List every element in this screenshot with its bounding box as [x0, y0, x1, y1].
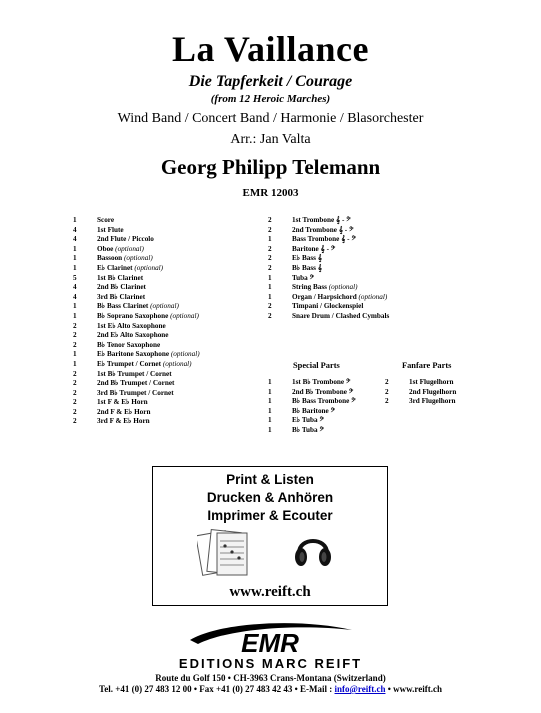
part-row	[268, 274, 389, 284]
part-name: B♭ Baritone 𝄢	[292, 406, 336, 415]
special-parts-heading: Special Parts	[293, 361, 340, 370]
part-name: String Bass	[292, 283, 327, 292]
part-row	[73, 370, 200, 380]
part-row	[73, 274, 200, 284]
part-row	[268, 226, 389, 236]
part-row	[73, 293, 200, 303]
part-quantity: 2	[268, 216, 272, 224]
part-row	[385, 378, 456, 388]
part-name: Oboe	[97, 244, 114, 253]
part-row	[73, 312, 200, 322]
part-name: Score	[97, 216, 115, 224]
part-name: 1st Flute	[97, 225, 124, 234]
part-quantity: 2	[268, 225, 272, 234]
part-row	[385, 388, 456, 398]
part-quantity: 1	[73, 254, 77, 263]
subtitle: Die Tapferkeit / Courage	[188, 73, 353, 90]
promo-line-2: Drucken & Anhören	[206, 490, 334, 505]
part-row	[268, 416, 356, 426]
part-note: (optional)	[328, 283, 358, 292]
part-name: E♭ Bass 𝄞	[292, 254, 323, 263]
part-row	[268, 388, 356, 398]
part-row	[268, 426, 356, 436]
logo-text: EMR	[241, 628, 299, 656]
print-listen-box	[152, 466, 388, 606]
promo-line-1: Print & Listen	[226, 472, 314, 487]
part-name: 1st E♭ Alto Saxophone	[97, 321, 166, 330]
part-row	[73, 235, 200, 245]
promo-url[interactable]: www.reift.ch	[229, 584, 311, 600]
part-name: Snare Drum / Clashed Cymbals	[292, 311, 390, 320]
part-quantity: 4	[73, 225, 77, 234]
part-quantity: 1	[268, 416, 272, 425]
part-name: 2nd B♭ Clarinet	[97, 283, 146, 292]
part-quantity: 1	[268, 425, 272, 434]
part-row	[268, 216, 389, 226]
part-name: B♭ Bass Clarinet	[97, 302, 149, 311]
parts-list-left	[73, 216, 200, 427]
part-quantity: 1	[268, 406, 272, 415]
part-row	[73, 389, 200, 399]
part-row	[73, 331, 200, 341]
part-name: 3rd B♭ Trumpet / Cornet	[97, 388, 174, 397]
part-row	[268, 293, 389, 303]
part-name: Organ / Harpsichord	[292, 292, 357, 301]
part-quantity: 1	[73, 311, 77, 320]
part-name: E♭ Clarinet	[97, 263, 133, 272]
part-quantity: 5	[73, 273, 77, 282]
fanfare-parts-heading: Fanfare Parts	[402, 361, 452, 370]
publisher-address: Route du Golf 150 • CH-3963 Crans-Montana (Switzerland)	[155, 673, 386, 683]
page-title: La Vaillance	[171, 29, 370, 69]
part-quantity: 4	[73, 235, 77, 244]
part-quantity: 2	[268, 302, 272, 311]
part-row	[268, 407, 356, 417]
part-row	[73, 360, 200, 370]
part-row	[73, 302, 200, 312]
part-row	[73, 245, 200, 255]
part-row	[73, 264, 200, 274]
special-parts-list	[268, 378, 356, 436]
email-link[interactable]: info@reift.ch	[334, 684, 386, 694]
part-quantity: 2	[73, 398, 77, 407]
part-name: 3rd F & E♭ Horn	[97, 417, 150, 426]
promo-line-3: Imprimer & Ecouter	[207, 508, 333, 523]
part-name: Tuba 𝄢	[292, 273, 315, 282]
part-name: 2nd Flugelhorn	[409, 387, 457, 396]
part-name: E♭ Tuba 𝄢	[292, 416, 324, 425]
part-name: 2nd F & E♭ Horn	[97, 407, 151, 416]
parts-list-right	[268, 216, 389, 322]
part-name: Bassoon	[97, 254, 123, 263]
part-row	[268, 235, 389, 245]
part-row	[268, 245, 389, 255]
part-quantity: 1	[268, 397, 272, 406]
part-note: (optional)	[150, 302, 179, 311]
part-note: (optional)	[123, 254, 153, 263]
part-quantity: 1	[73, 302, 77, 311]
part-row	[73, 341, 200, 351]
part-name: 1st Flugelhorn	[409, 378, 454, 386]
part-row	[73, 216, 200, 226]
part-row	[73, 226, 200, 236]
part-quantity: 2	[268, 263, 272, 272]
part-name: Bass Trombone 𝄞 - 𝄢	[292, 235, 356, 244]
publisher-contact	[0, 684, 541, 694]
part-name: Timpani / Glockenspiel	[292, 302, 364, 311]
part-quantity: 1	[268, 235, 272, 244]
sheet-music-icon	[197, 527, 253, 579]
part-row	[73, 398, 200, 408]
part-quantity: 2	[73, 340, 77, 349]
part-name: 2nd Trombone 𝄞 - 𝄢	[292, 225, 354, 234]
part-name: 3rd B♭ Clarinet	[97, 292, 146, 301]
part-name: B♭ Tuba 𝄢	[292, 425, 324, 434]
part-name: 1st Trombone 𝄞 - 𝄢	[292, 216, 351, 224]
part-row	[268, 283, 389, 293]
part-row	[268, 397, 356, 407]
part-quantity: 2	[73, 379, 77, 388]
part-note: (optional)	[170, 350, 200, 359]
composer: Georg Philipp Telemann	[160, 155, 381, 179]
part-row	[268, 378, 356, 388]
catalog-number: EMR 12003	[242, 187, 299, 199]
part-quantity: 1	[268, 283, 272, 292]
part-row	[73, 350, 200, 360]
part-row	[73, 322, 200, 332]
part-row	[268, 254, 389, 264]
part-quantity: 2	[385, 378, 389, 386]
part-row	[268, 264, 389, 274]
part-name: 1st B♭ Clarinet	[97, 273, 144, 282]
arranger: Arr.: Jan Valta	[230, 132, 311, 147]
part-quantity: 1	[73, 350, 77, 359]
part-row	[268, 312, 389, 322]
part-row	[73, 283, 200, 293]
emr-logo	[180, 616, 360, 656]
part-quantity: 2	[385, 397, 389, 406]
part-quantity: 2	[73, 388, 77, 397]
part-quantity: 1	[268, 273, 272, 282]
part-quantity: 2	[385, 387, 389, 396]
part-quantity: 2	[268, 311, 272, 320]
part-quantity: 1	[73, 216, 77, 224]
part-quantity: 4	[73, 283, 77, 292]
part-name: 1st B♭ Trombone 𝄢	[292, 378, 351, 386]
publisher-name: EDITIONS MARC REIFT	[178, 656, 363, 671]
part-quantity: 1	[268, 387, 272, 396]
part-name: E♭ Trumpet / Cornet	[97, 359, 162, 368]
part-name: 2nd B♭ Trombone 𝄢	[292, 387, 354, 396]
part-row	[73, 417, 200, 427]
part-name: 2nd B♭ Trumpet / Cornet	[97, 379, 175, 388]
part-quantity: 2	[73, 417, 77, 426]
part-quantity: 2	[73, 369, 77, 378]
part-quantity: 1	[73, 359, 77, 368]
part-quantity: 1	[73, 244, 77, 253]
part-quantity: 1	[268, 292, 272, 301]
part-name: B♭ Tenor Saxophone	[97, 340, 161, 349]
part-row	[73, 408, 200, 418]
part-quantity: 2	[73, 321, 77, 330]
part-row	[73, 254, 200, 264]
part-name: 2nd Flute / Piccolo	[97, 235, 154, 244]
part-quantity: 2	[73, 331, 77, 340]
part-quantity: 1	[268, 378, 272, 386]
part-name: 3rd Flugelhorn	[409, 397, 456, 406]
part-quantity: 2	[268, 254, 272, 263]
part-note: (optional)	[358, 292, 388, 301]
part-name: Baritone 𝄞 - 𝄢	[292, 244, 336, 253]
part-row	[385, 397, 456, 407]
headphones-icon	[293, 527, 333, 571]
contact-suffix: • www.reift.ch	[385, 684, 442, 694]
part-name: B♭ Bass Trombone 𝄢	[292, 397, 356, 406]
part-name: B♭ Soprano Saxophone	[97, 311, 169, 320]
part-quantity: 1	[73, 263, 77, 272]
part-name: 1st B♭ Trumpet / Cornet	[97, 369, 172, 378]
instrumentation: Wind Band / Concert Band / Harmonie / Blasorchester	[117, 111, 424, 126]
part-name: 1st F & E♭ Horn	[97, 398, 148, 407]
part-name: B♭ Bass 𝄞	[292, 263, 323, 272]
part-row	[268, 302, 389, 312]
contact-prefix: Tel. +41 (0) 27 483 12 00 • Fax +41 (0) 27 483 42 43 • E-Mail :	[99, 684, 335, 694]
part-note: (optional)	[170, 311, 199, 320]
part-note: (optional)	[162, 359, 192, 368]
part-row	[73, 379, 200, 389]
part-note: (optional)	[134, 263, 164, 272]
part-name: 2nd E♭ Alto Saxophone	[97, 331, 169, 340]
part-note: (optional)	[115, 244, 144, 253]
part-quantity: 2	[73, 407, 77, 416]
part-quantity: 4	[73, 292, 77, 301]
fanfare-parts-list	[385, 378, 456, 407]
source-note: (from 12 Heroic Marches)	[210, 93, 331, 105]
part-quantity: 2	[268, 244, 272, 253]
part-name: E♭ Baritone Saxophone	[97, 350, 170, 359]
